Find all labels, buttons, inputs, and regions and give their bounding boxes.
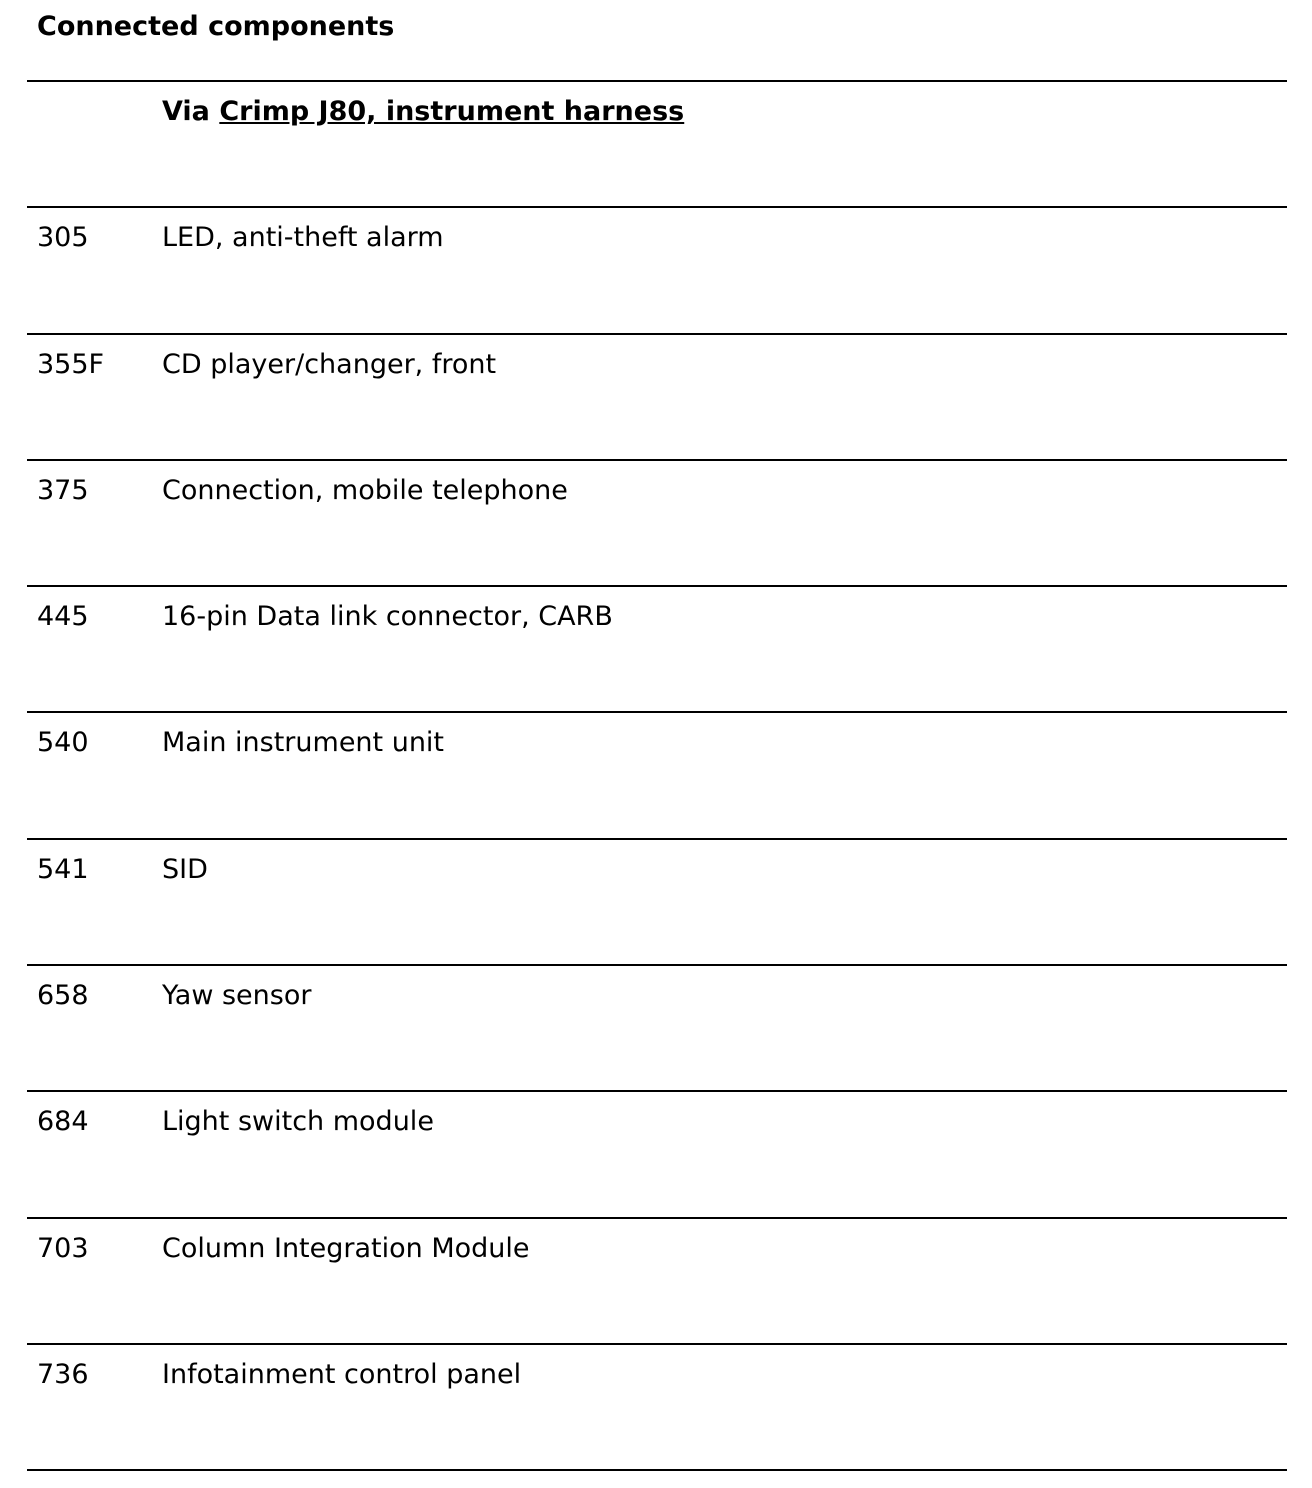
component-code: 375 bbox=[37, 474, 89, 506]
component-description: Connection, mobile telephone bbox=[162, 474, 568, 506]
component-description: Column Integration Module bbox=[162, 1232, 530, 1264]
table-row bbox=[27, 585, 1287, 711]
table-bottom-rule bbox=[27, 1469, 1287, 1471]
component-code: 541 bbox=[37, 853, 89, 885]
component-description: Infotainment control panel bbox=[162, 1358, 522, 1390]
header-prefix: Via bbox=[162, 96, 210, 127]
table-row bbox=[27, 459, 1287, 585]
component-code: 305 bbox=[37, 222, 89, 254]
table-row bbox=[27, 964, 1287, 1090]
component-code: 703 bbox=[37, 1232, 89, 1264]
page-title: Connected components bbox=[37, 11, 395, 42]
table-header-row bbox=[27, 80, 1287, 206]
component-code: 445 bbox=[37, 601, 89, 633]
component-description: LED, anti-theft alarm bbox=[162, 222, 444, 254]
table-row bbox=[27, 1217, 1287, 1343]
component-description: SID bbox=[162, 853, 208, 885]
component-code: 736 bbox=[37, 1358, 89, 1390]
crimp-j80-link[interactable]: Crimp J80, instrument harness bbox=[219, 96, 685, 127]
table-row bbox=[27, 838, 1287, 964]
components-table bbox=[27, 80, 1287, 1471]
component-code: 684 bbox=[37, 1106, 89, 1138]
table-row bbox=[27, 333, 1287, 459]
header-cell bbox=[162, 94, 684, 130]
component-description: Yaw sensor bbox=[162, 980, 312, 1012]
component-description: Main instrument unit bbox=[162, 727, 445, 759]
component-description: CD player/changer, front bbox=[162, 348, 497, 380]
component-code: 355F bbox=[37, 348, 105, 380]
table-row bbox=[27, 711, 1287, 837]
table-row bbox=[27, 1343, 1287, 1469]
component-code: 658 bbox=[37, 980, 89, 1012]
table-row bbox=[27, 1090, 1287, 1216]
component-description: 16-pin Data link connector, CARB bbox=[162, 601, 613, 633]
component-description: Light switch module bbox=[162, 1106, 434, 1138]
table-row bbox=[27, 206, 1287, 332]
component-code: 540 bbox=[37, 727, 89, 759]
